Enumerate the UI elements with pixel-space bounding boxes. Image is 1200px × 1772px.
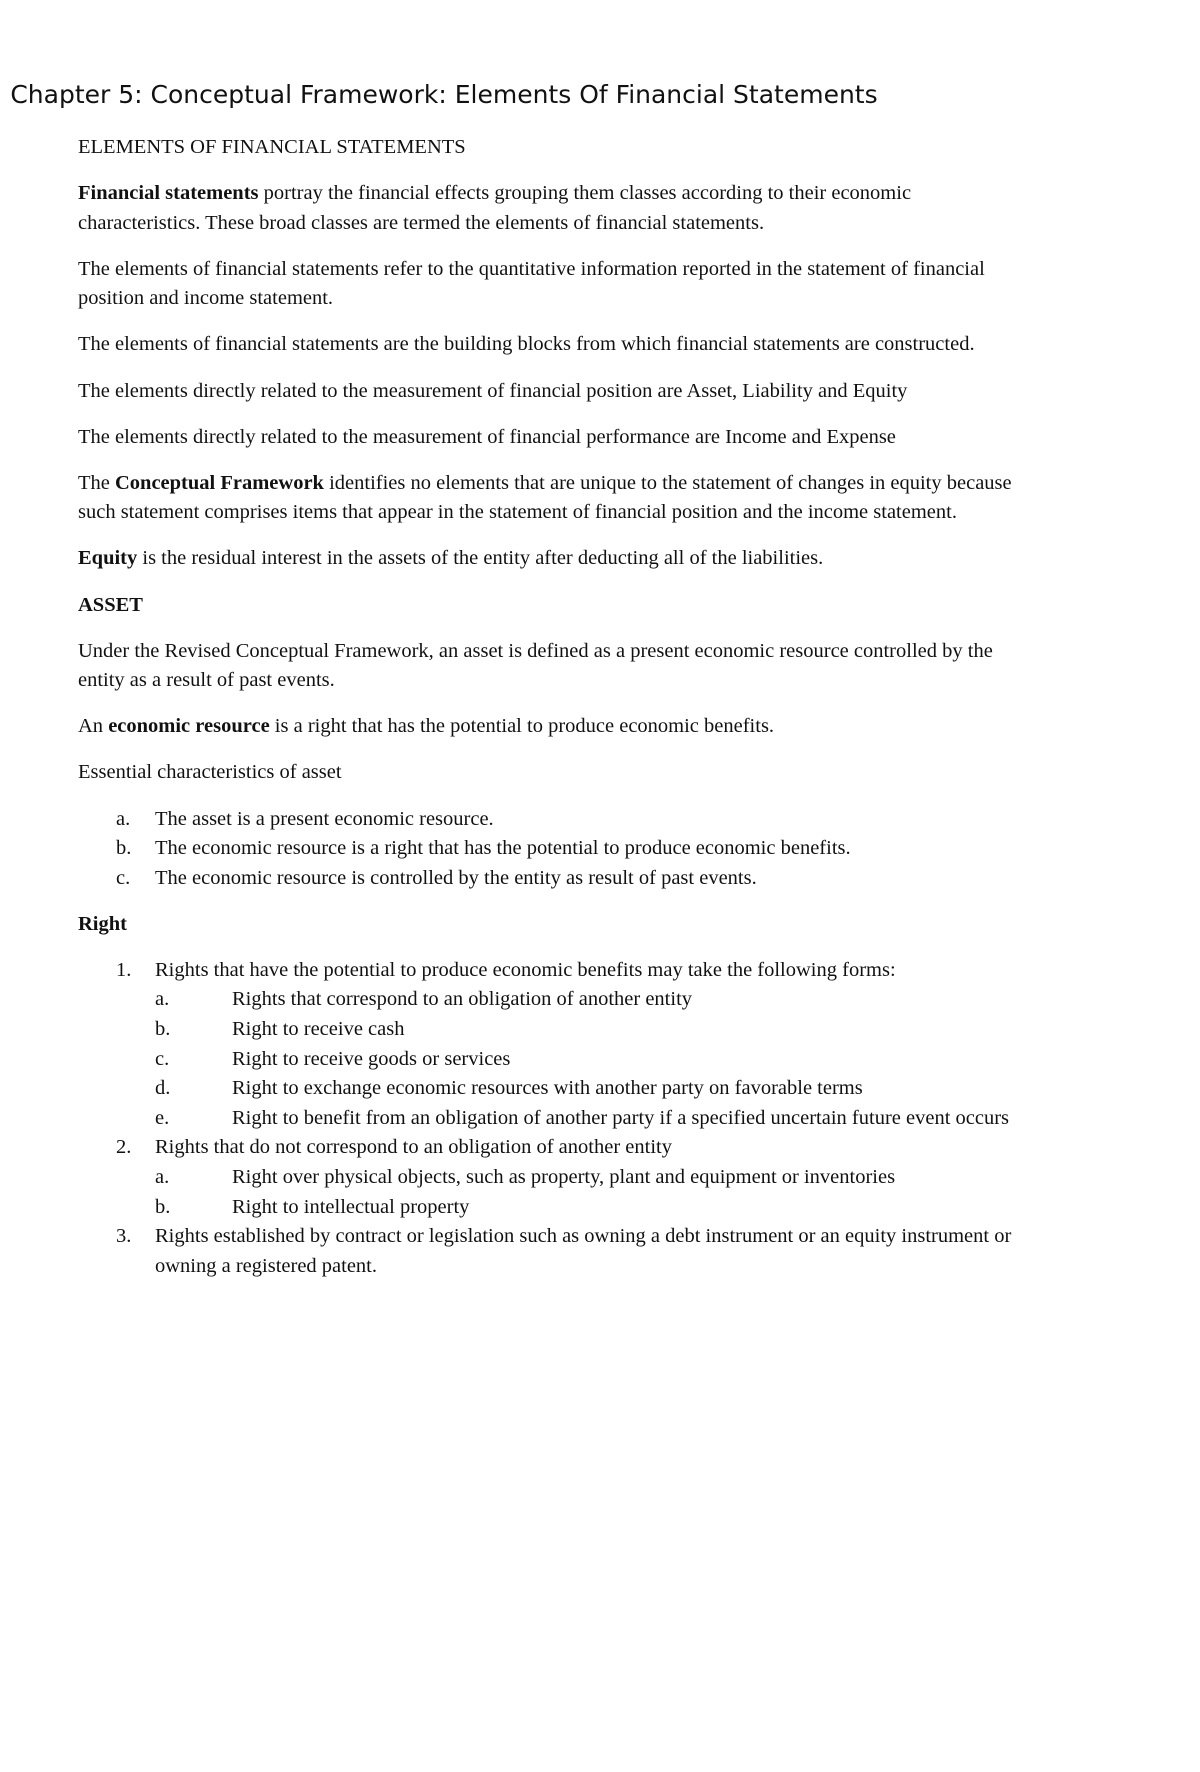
list-item xyxy=(78,1133,1038,1222)
list-text: The economic resource is controlled by the entity as result of past events. xyxy=(155,866,757,889)
paragraph-text: An xyxy=(78,715,109,738)
bold-term: Equity xyxy=(78,547,138,570)
sub-list-item xyxy=(155,985,1038,1015)
list-item xyxy=(78,805,1038,835)
list-marker: 3. xyxy=(116,1225,132,1248)
paragraph xyxy=(78,544,1038,574)
list-item xyxy=(78,834,1038,864)
list-marker: b. xyxy=(155,1195,171,1218)
list-marker: c. xyxy=(116,866,131,889)
list-marker: b. xyxy=(155,1018,171,1041)
rights-list xyxy=(78,956,1038,1282)
list-marker: d. xyxy=(155,1077,171,1100)
section-heading: ELEMENTS OF FINANCIAL STATEMENTS xyxy=(78,136,466,158)
list-text: The asset is a present economic resource. xyxy=(155,807,494,830)
paragraph: The elements directly related to the measurement of financial performance are Income and Expense xyxy=(78,425,896,448)
list-text: Rights that correspond to an obligation of another entity xyxy=(232,988,693,1011)
list-text: Right to benefit from an obligation of another party if a specified uncertain future event occurs xyxy=(232,1106,1010,1129)
list-text: Right to intellectual property xyxy=(232,1195,470,1218)
list-text: Rights that have the potential to produce economic benefits may take the following forms: xyxy=(155,958,896,981)
paragraph: The elements directly related to the measurement of financial position are Asset, Liability and Equity xyxy=(78,379,908,402)
heading-text: ASSET xyxy=(78,593,143,616)
heading-text: Right xyxy=(78,912,127,935)
list-marker: 1. xyxy=(116,958,132,981)
list-marker: b. xyxy=(116,837,132,860)
list-text: Right to receive goods or services xyxy=(232,1047,511,1070)
list-marker: c. xyxy=(155,1047,170,1070)
paragraph: The elements of financial statements refer to the quantitative information reported in the statement of financial position and income statement. xyxy=(78,257,985,310)
list-text: Right over physical objects, such as property, plant and equipment or inventories xyxy=(232,1166,896,1189)
document-body xyxy=(78,78,1038,1298)
list-text: Rights established by contract or legislation such as owning a debt instrument or an equity instrument or owning a registered patent. xyxy=(155,1225,1012,1277)
list-text: Right to receive cash xyxy=(232,1018,405,1041)
paragraph xyxy=(78,179,1038,238)
sub-list-item xyxy=(155,1104,1038,1134)
paragraph xyxy=(78,469,1038,528)
list-marker: e. xyxy=(155,1106,170,1129)
paragraph-text: is a right that has the potential to produce economic benefits. xyxy=(269,715,775,738)
list-item xyxy=(78,956,1038,1134)
paragraph: Under the Revised Conceptual Framework, an asset is defined as a present economic resource controlled by the entity as a result of past events. xyxy=(78,639,993,692)
sub-list xyxy=(155,985,1038,1133)
bold-term: Financial statements xyxy=(78,182,259,205)
asset-heading xyxy=(78,591,1038,621)
sub-list-item xyxy=(155,1074,1038,1104)
bold-term: economic resource xyxy=(108,715,270,738)
sub-list xyxy=(155,1163,1038,1222)
paragraph-text: identifies no elements that are unique to the statement of changes in equity because such statement comprises items that appear in the statement of financial position and the income statement. xyxy=(78,471,1012,524)
bold-term: Conceptual Framework xyxy=(115,471,324,494)
sub-list-item xyxy=(155,1045,1038,1075)
sub-list-item xyxy=(155,1163,1038,1193)
list-text: The economic resource is a right that has the potential to produce economic benefits. xyxy=(155,837,851,860)
sub-list-item xyxy=(155,1015,1038,1045)
paragraph xyxy=(78,712,1038,742)
paragraph-text: is the residual interest in the assets of the entity after deducting all of the liabilities. xyxy=(137,547,824,570)
list-marker: a. xyxy=(116,807,131,830)
list-item xyxy=(78,864,1038,894)
list-marker: 2. xyxy=(116,1136,132,1159)
document-title: Chapter 5: Conceptual Framework: Elements Of Financial Statements xyxy=(10,80,878,109)
paragraph-text: portray the financial effects grouping them classes according to their economic characteristics. These broad classes are termed the elements of financial statements. xyxy=(78,182,912,234)
paragraph-text: The xyxy=(78,471,115,494)
list-marker: a. xyxy=(155,988,170,1011)
list-text: Right to exchange economic resources with another party on favorable terms xyxy=(232,1077,863,1100)
right-heading xyxy=(78,910,1038,940)
list-marker: a. xyxy=(155,1166,170,1189)
sub-list-item xyxy=(155,1193,1038,1223)
list-item xyxy=(78,1222,1038,1281)
paragraph: Essential characteristics of asset xyxy=(78,761,342,784)
paragraph: The elements of financial statements are the building blocks from which financial statements are constructed. xyxy=(78,333,975,356)
list-text: Rights that do not correspond to an obligation of another entity xyxy=(155,1136,672,1159)
characteristics-list xyxy=(78,805,1038,894)
